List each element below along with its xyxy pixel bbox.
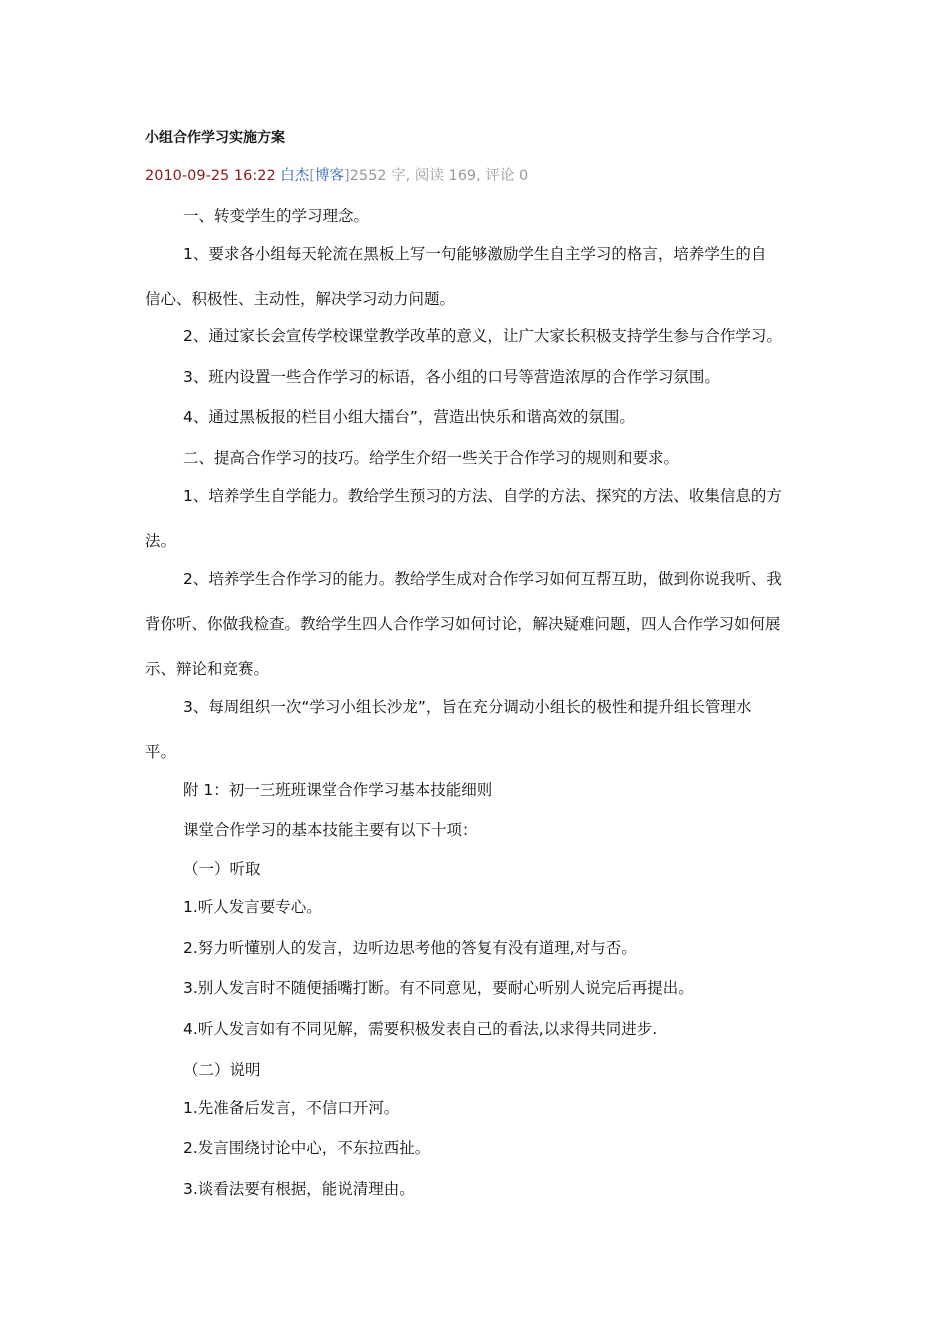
paragraph-line: 示、辩论和竞赛。: [145, 660, 270, 678]
paragraph-line: 信心、积极性、主动性，解决学习动力问题。: [145, 290, 456, 308]
blog-link[interactable]: 博客: [314, 168, 344, 184]
blog-bracket-open: [: [309, 168, 315, 184]
paragraph-line: 2、通过家长会宣传学校课堂教学改革的意义，让广大家长积极支持学生参与合作学习。: [183, 327, 782, 345]
post-stats: 2552 字, 阅读 169, 评论 0: [349, 168, 529, 184]
list-item: 1.先准备后发言，不信口开河。: [183, 1099, 400, 1117]
paragraph-line: 1、培养学生自学能力。教给学生预习的方法、自学的方法、探究的方法、收集信息的方: [183, 487, 782, 505]
document-title: 小组合作学习实施方案: [145, 130, 285, 146]
section-heading-listening: （一）听取: [183, 860, 261, 878]
paragraph-line: 背你听、你做我检查。教给学生四人合作学习如何讨论，解决疑难问题，四人合作学习如何展: [145, 615, 781, 633]
post-date: 2010-09-25 16:22: [145, 168, 276, 184]
paragraph-line: 平。: [145, 743, 177, 761]
list-item: 3.谈看法要有根据，能说清理由。: [183, 1180, 415, 1198]
paragraph-line: 法。: [145, 532, 177, 550]
paragraph-line: 4、通过黑板报的栏目小组大擂台”，营造出快乐和谐高效的氛围。: [183, 408, 635, 426]
paragraph-line: 课堂合作学习的基本技能主要有以下十项：: [183, 821, 478, 839]
list-item: 4.听人发言如有不同见解，需要积极发表自己的看法,以求得共同进步.: [183, 1020, 658, 1038]
heading-2: 二、提高合作学习的技巧。给学生介绍一些关于合作学习的规则和要求。: [183, 449, 680, 467]
list-item: 1.听人发言要专心。: [183, 898, 322, 916]
list-item: 2.发言围绕讨论中心，不东拉西扯。: [183, 1139, 431, 1157]
section-heading-explaining: （二）说明: [183, 1061, 261, 1079]
blog-bracket-close: ]: [343, 168, 350, 184]
list-item: 3.别人发言时不随便插嘴打断。有不同意见，要耐心听别人说完后再提出。: [183, 979, 694, 997]
post-meta: [145, 164, 528, 185]
heading-1: 一、转变学生的学习理念。: [183, 207, 370, 225]
appendix-heading: 附 1：初一三班班课堂合作学习基本技能细则: [183, 781, 493, 799]
paragraph-line: 2、培养学生合作学习的能力。教给学生成对合作学习如何互帮互助，做到你说我听、我: [183, 570, 782, 588]
paragraph-line: 3、班内设置一些合作学习的标语，各小组的口号等营造浓厚的合作学习氛围。: [183, 368, 720, 386]
list-item: 2.努力听懂别人的发言，边听边思考他的答复有没有道理,对与否。: [183, 939, 637, 957]
author-link[interactable]: 白杰: [280, 168, 310, 184]
paragraph-line: 3、每周组织一次“学习小组长沙龙”，旨在充分调动小组长的极性和提升组长管理水: [183, 698, 752, 716]
paragraph-line: 1、要求各小组每天轮流在黑板上写一句能够激励学生自主学习的格言，培养学生的自: [183, 245, 767, 263]
